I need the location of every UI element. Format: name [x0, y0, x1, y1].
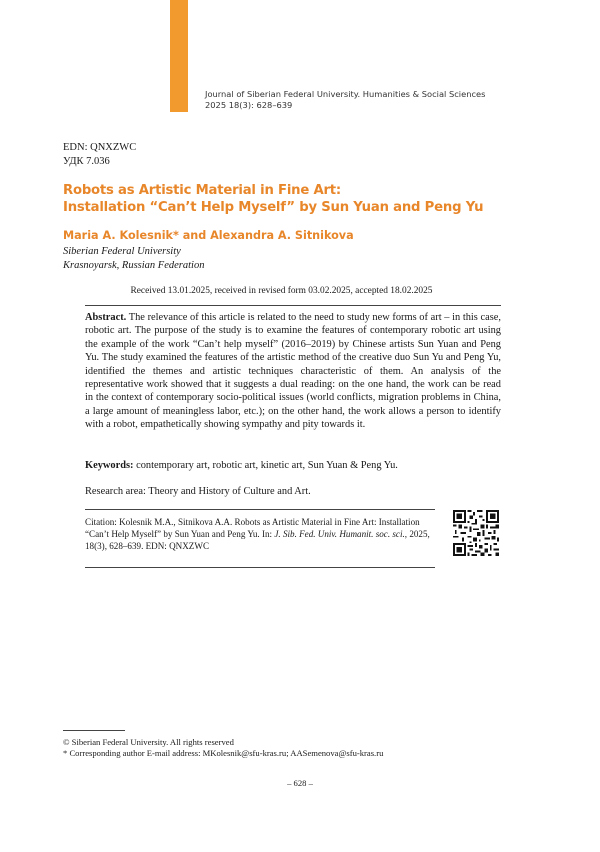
journal-issue: 2025 18(3): 628–639: [205, 100, 293, 110]
keywords: [85, 459, 501, 472]
citation-journal: J. Sib. Fed. Univ. Humanit. soc. sci.: [274, 529, 405, 540]
submission-dates: Received 13.01.2025, received in revised form 03.02.2025, accepted 18.02.2025: [130, 286, 433, 296]
qr-code-icon: [453, 510, 499, 556]
copyright-note: © Siberian Federal University. All rights reserved: [63, 737, 234, 747]
affiliation-university: Siberian Federal University: [63, 246, 181, 257]
abstract-label: Abstract.: [85, 312, 127, 323]
header-accent-bar: [170, 0, 188, 112]
footnote-rule: [63, 730, 125, 731]
abstract-top-rule: [85, 305, 501, 306]
abstract: [85, 311, 501, 432]
edn-code: EDN: QNXZWC: [63, 142, 137, 153]
article-identifiers: [63, 141, 136, 169]
keywords-text: contemporary art, robotic art, kinetic art, Sun Yuan & Peng Yu.: [136, 460, 398, 471]
article-title: [63, 182, 543, 216]
affiliation-location: Krasnoyarsk, Russian Federation: [63, 260, 205, 271]
affiliation: [63, 245, 204, 273]
corresponding-author-note: * Corresponding author E-mail address: MKolesnik@sfu-kras.ru; AASemenova@sfu-kras.ru: [63, 748, 384, 759]
journal-title: Journal of Siberian Federal University. Humanities & Social Sciences: [205, 89, 486, 99]
footnotes: [63, 737, 523, 760]
authors: Maria A. Kolesnik* and Alexandra A. Sitnikova: [63, 229, 354, 242]
citation-details: , 2025, 18(3), 628–639. EDN: QNXZWC: [85, 529, 430, 552]
abstract-text: The relevance of this article is related to the need to study new forms of art – in this case, robotic art. The purpose of the study is to examine the features of contemporary robotic art using the example of the work “Can’t help myself” (2016–2019) by Chinese artists Sun Yuan and Peng Yu. The study examined the features of the artistic method of the creative duo Sun Yu and Peng Yu, identified the themes and artistic techniques characteristic of them. An analysis of the representative work showed that it suggests a dual reading: on the one hand, the work can be read in the context of contemporary socio-political issues (world conflicts, migration problems in China, a large amount of meaningless labor, etc.); on the other hand, the work allows a person to identify with a robot, empathetically showing sympathy and pity towards it.: [85, 312, 501, 431]
udk-code: УДК 7.036: [63, 156, 110, 167]
citation-top-rule: [85, 509, 435, 510]
citation: [85, 516, 441, 552]
journal-header: [205, 89, 505, 111]
citation-text: Citation: Kolesnik M.A., Sitnikova A.A. Robots as Artistic Material in Fine Art: Installation “Can’t Help Myself” by Sun Yuan and Peng Yu. In:: [85, 517, 420, 540]
title-line-2: Installation “Can’t Help Myself” by Sun Yuan and Peng Yu: [63, 200, 484, 215]
research-area: Research area: Theory and History of Culture and Art.: [85, 486, 311, 497]
page-number: – 628 –: [287, 778, 313, 788]
keywords-label: Keywords:: [85, 460, 134, 471]
citation-bottom-rule: [85, 567, 435, 568]
title-line-1: Robots as Artistic Material in Fine Art:: [63, 183, 341, 198]
